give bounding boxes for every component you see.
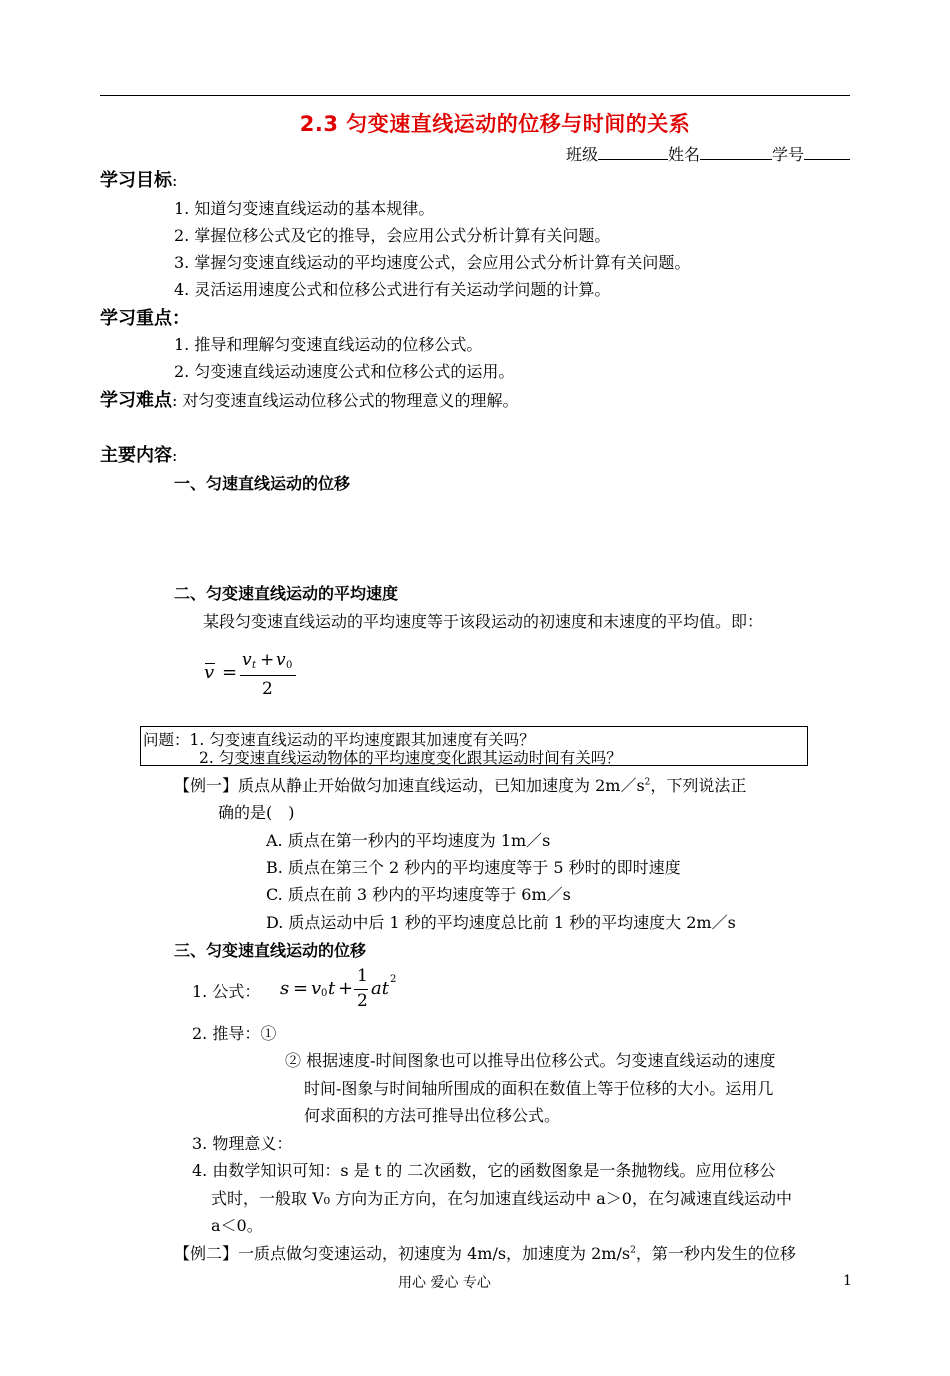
example-1-option-b: B. 质点在第三个 2 秒内的平均速度等于 5 秒时的即时速度	[266, 858, 681, 877]
difficulty-row	[100, 386, 518, 412]
formula2-den: 2	[357, 991, 368, 1011]
main-heading: 主要内容	[100, 445, 172, 466]
name-label: 姓名	[667, 145, 700, 164]
formula2-v-sub: 0	[321, 988, 328, 999]
formula2-equals: =	[293, 978, 309, 999]
formula1-lhs: v	[204, 662, 215, 683]
objective-item-3: 3. 掌握匀变速直线运动的平均速度公式，会应用公式分析计算有关问题。	[174, 253, 691, 272]
formula1-num-a-sub: t	[252, 660, 257, 671]
formula1-fraction-bar	[240, 675, 296, 676]
objectives-colon: :	[172, 171, 178, 190]
footer-motto: 用心 爱心 专心	[398, 1275, 491, 1291]
formula2-v: v	[311, 978, 322, 999]
formula1-den: 2	[262, 679, 273, 699]
example-1-sup: 2	[644, 777, 651, 788]
objective-item-2: 2. 掌握位移公式及它的推导，会应用公式分析计算有关问题。	[174, 226, 611, 245]
item-2-text-line-1: ② 根据速度-时间图象也可以推导出位移公式。匀变速直线运动的速度	[285, 1051, 776, 1070]
formula2-fraction-bar	[354, 989, 368, 990]
id-label: 学号	[771, 145, 804, 164]
item-1-label: 1. 公式：	[192, 982, 261, 1001]
item-2-text-line-3: 何求面积的方法可推导出位移公式。	[304, 1106, 561, 1125]
item-3-label: 3. 物理意义：	[192, 1134, 293, 1153]
page-number: 1	[843, 1273, 852, 1289]
formula1-num-b-sub: 0	[286, 660, 293, 671]
objectives-heading-row	[100, 166, 177, 192]
name-blank	[700, 145, 772, 160]
example-2-line	[174, 1241, 796, 1264]
question-box	[140, 726, 808, 766]
formula2-plus: +	[338, 978, 354, 999]
formula1-num-b: v	[276, 650, 286, 670]
example-2-sup: 2	[630, 1245, 636, 1256]
class-name-id-line	[566, 142, 850, 165]
formula2-sup: 2	[390, 974, 397, 985]
key-point-item-2: 2. 匀变速直线运动速度公式和位移公式的运用。	[174, 362, 515, 381]
main-heading-row	[100, 441, 177, 467]
section-2-heading: 二、匀变速直线运动的平均速度	[174, 584, 399, 603]
question-line-2: 2. 匀变速直线运动物体的平均速度变化跟其运动时间有关吗？	[199, 749, 622, 767]
class-blank	[598, 145, 668, 160]
difficulty-text: : 对匀变速直线运动位移公式的物理意义的理解。	[172, 391, 519, 410]
formula1-num-a: v	[242, 650, 252, 670]
section-3-heading: 三、匀变速直线运动的位移	[174, 941, 367, 960]
formula1-plus: +	[260, 650, 275, 670]
item-4-line-1: 4. 由数学知识可知：s 是 t 的 二次函数，它的函数图象是一条抛物线。应用位移公	[192, 1161, 776, 1180]
example-1-stem-line-1	[174, 773, 746, 796]
average-velocity-formula	[200, 648, 310, 704]
section-2-text: 某段匀变速直线运动的平均速度等于该段运动的初速度和末速度的平均值。即：	[203, 612, 764, 631]
key-point-item-1: 1. 推导和理解匀变速直线运动的位移公式。	[174, 335, 483, 354]
key-points-heading: 学习重点：	[100, 308, 190, 329]
example-1-option-a: A. 质点在第一秒内的平均速度为 1m／s	[266, 831, 551, 850]
example-1-option-c: C. 质点在前 3 秒内的平均速度等于 6m／s	[266, 885, 571, 904]
formula2-at: at	[371, 978, 389, 999]
objective-item-1: 1. 知道匀变速直线运动的基本规律。	[174, 199, 435, 218]
item-2-label: 2. 推导：①	[192, 1024, 277, 1043]
id-blank	[804, 145, 850, 160]
formula2-s: s	[280, 978, 290, 999]
formula1-bar	[205, 663, 215, 664]
main-colon: :	[172, 446, 178, 465]
section-1-heading: 一、匀速直线运动的位移	[174, 474, 351, 493]
page-title: 2.3 匀变速直线运动的位移与时间的关系	[299, 112, 691, 136]
item-2-text-line-2: 时间-图象与时间轴所围成的面积在数值上等于位移的大小。运用几	[304, 1079, 774, 1098]
example-2-text-a: 【例二】一质点做匀变速运动，初速度为 4m/s，加速度为 2m/s	[174, 1244, 631, 1263]
difficulty-heading: 学习难点	[100, 390, 172, 411]
example-1-stem-b: ，下列说法正	[650, 776, 747, 795]
example-2-text-b: ，第一秒内发生的位移	[635, 1244, 796, 1263]
item-4-line-3: a＜0。	[211, 1216, 263, 1235]
formula2-num: 1	[357, 966, 368, 986]
top-rule	[100, 95, 850, 96]
class-label: 班级	[565, 145, 598, 164]
example-1-stem-a: 【例一】质点从静止开始做匀加速直线运动，已知加速度为 2m／s	[174, 776, 645, 795]
question-line-1: 问题：1. 匀变速直线运动的平均速度跟其加速度有关吗？	[143, 731, 535, 749]
formula1-equals: =	[222, 662, 238, 683]
objective-item-4: 4. 灵活运用速度公式和位移公式进行有关运动学问题的计算。	[174, 280, 611, 299]
item-4-line-2: 式时，一般取 V₀ 方向为正方向，在匀加速直线运动中 a＞0，在匀减速直线运动中	[211, 1189, 792, 1208]
example-1-stem-line-2: 确的是( )	[218, 803, 295, 822]
displacement-formula	[280, 966, 420, 1018]
formula2-t: t	[328, 978, 336, 999]
objectives-heading: 学习目标	[100, 170, 172, 191]
example-1-option-d: D. 质点运动中后 1 秒的平均速度总比前 1 秒的平均速度大 2m／s	[266, 913, 736, 932]
